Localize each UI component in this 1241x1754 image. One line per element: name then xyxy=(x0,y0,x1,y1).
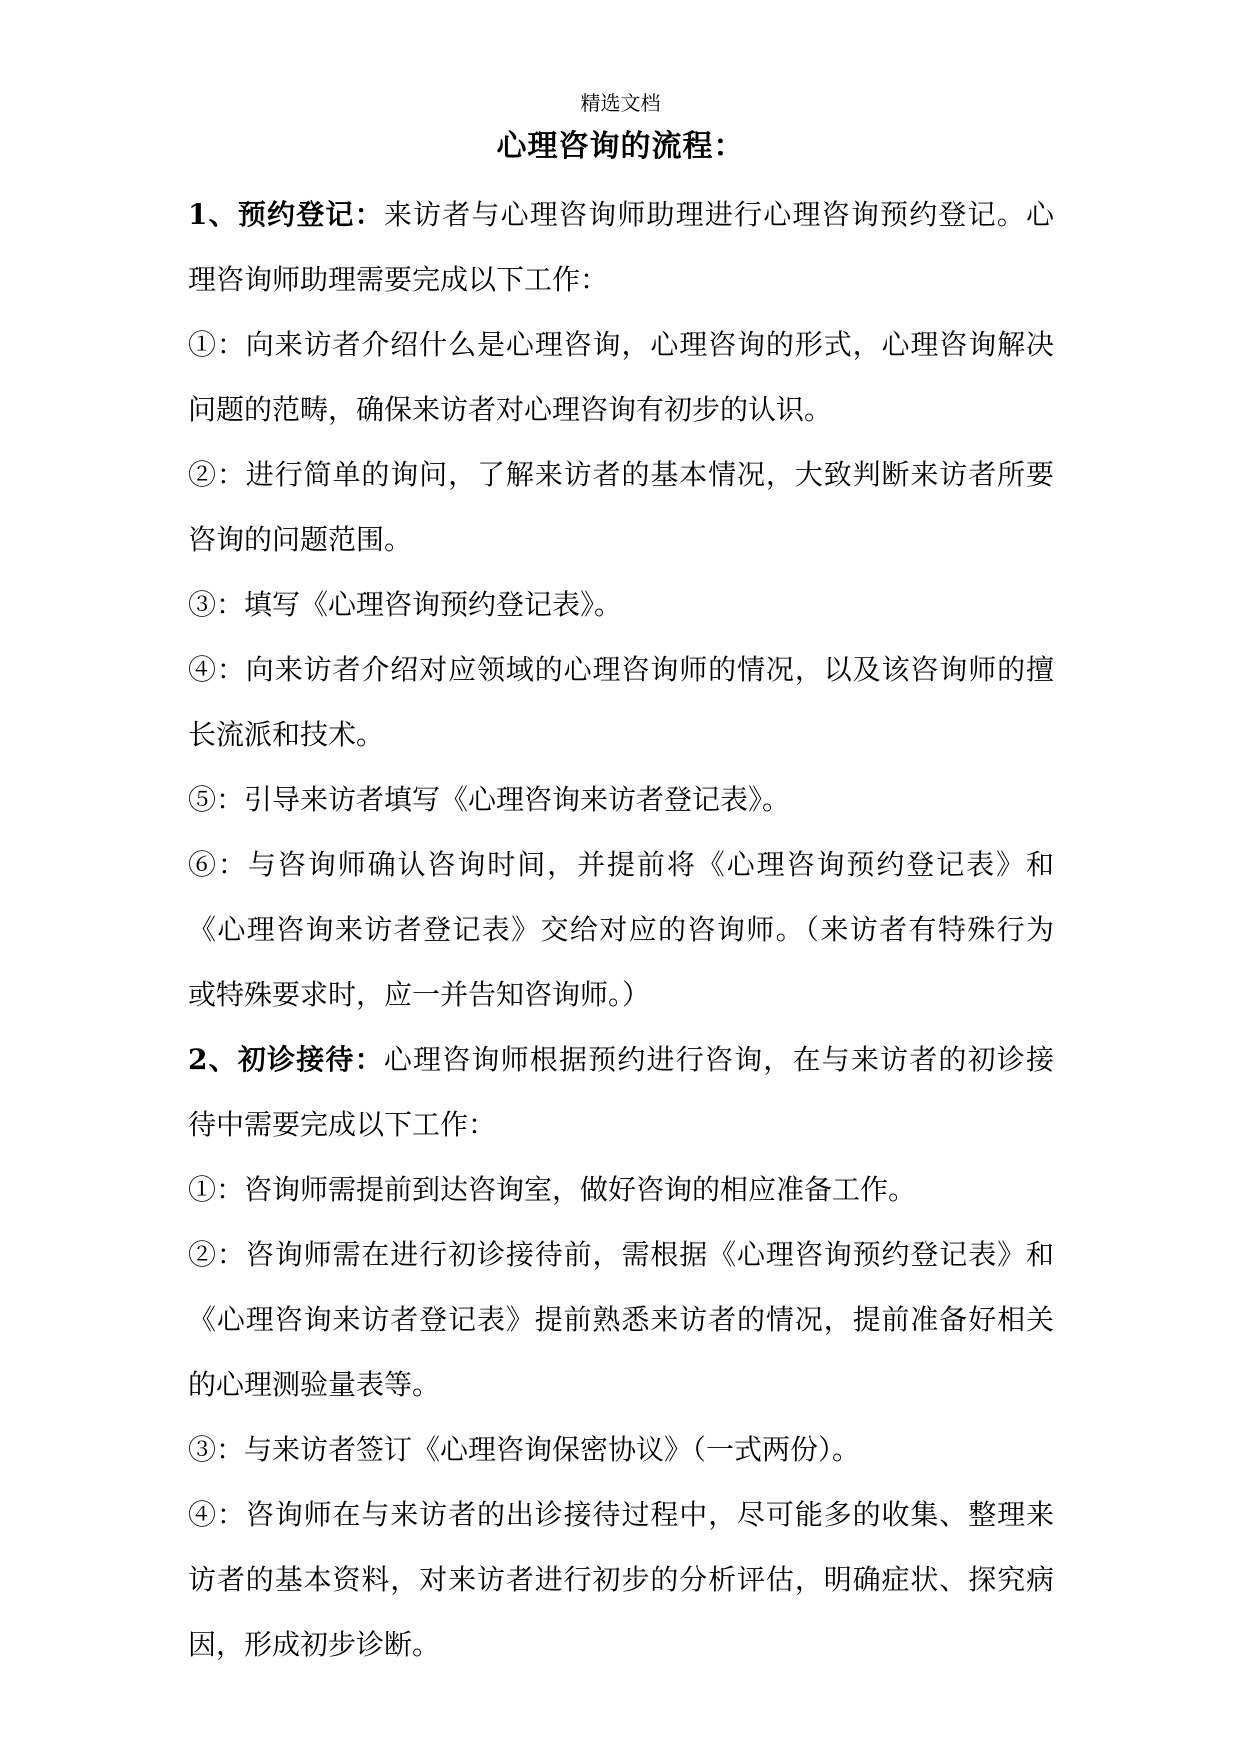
list-item xyxy=(188,1417,1054,1482)
list-item-line: ⑥：与咨询师确认咨询时间，并提前将《心理咨询预约登记表》和 xyxy=(188,848,1054,881)
list-item-line: 《心理咨询来访者登记表》提前熟悉来访者的情况，提前准备好相关 xyxy=(188,1303,1054,1336)
section-heading: 1、预约登记： xyxy=(188,198,384,231)
section-intro xyxy=(188,182,1054,312)
list-item xyxy=(188,1157,1054,1222)
list-item xyxy=(188,1482,1054,1677)
paragraph-line: 待中需要完成以下工作： xyxy=(188,1108,497,1141)
list-item-line: ④：向来访者介绍对应领域的心理咨询师的情况，以及该咨询师的擅 xyxy=(188,653,1054,686)
list-item-line: ③：填写《心理咨询预约登记表》。 xyxy=(188,588,623,621)
list-item xyxy=(188,312,1054,442)
list-item xyxy=(188,572,1054,637)
document-body xyxy=(188,182,1054,1677)
section-initial-consultation xyxy=(188,1027,1054,1677)
list-item xyxy=(188,1222,1054,1417)
list-item-line: ②：咨询师需在进行初诊接待前，需根据《心理咨询预约登记表》和 xyxy=(188,1238,1054,1271)
section-appointment-registration xyxy=(188,182,1054,1027)
list-item-line: ③：与来访者签订《心理咨询保密协议》（一式两份）。 xyxy=(188,1433,861,1466)
section-intro xyxy=(188,1027,1054,1157)
section-intro-text: 心理咨询师根据预约进行咨询，在与来访者的初诊接 xyxy=(383,1043,1054,1076)
list-item-line: 或特殊要求时，应一并告知咨询师。） xyxy=(188,978,651,1011)
list-item-line: 访者的基本资料，对来访者进行初步的分析评估，明确症状、探究病 xyxy=(188,1563,1054,1596)
list-item xyxy=(188,637,1054,767)
list-item-line: ④：咨询师在与来访者的出诊接待过程中，尽可能多的收集、整理来 xyxy=(188,1498,1054,1531)
list-item xyxy=(188,832,1054,1027)
page-header-label: 精选文档 xyxy=(580,91,661,115)
list-item-line: 《心理咨询来访者登记表》交给对应的咨询师。（来访者有特殊行为 xyxy=(188,913,1054,946)
list-item-line: ①：咨询师需提前到达咨询室，做好咨询的相应准备工作。 xyxy=(188,1173,917,1206)
list-item-line: ②：进行简单的询问，了解来访者的基本情况，大致判断来访者所要 xyxy=(188,458,1054,491)
list-item xyxy=(188,767,1054,832)
list-item-line: ①：向来访者介绍什么是心理咨询，心理咨询的形式，心理咨询解决 xyxy=(188,328,1054,361)
list-item xyxy=(188,442,1054,572)
paragraph-line: 理咨询师助理需要完成以下工作： xyxy=(188,263,609,296)
list-item-line: 咨询的问题范围。 xyxy=(188,523,413,556)
section-intro-text: 来访者与心理咨询师助理进行心理咨询预约登记。心 xyxy=(383,198,1054,231)
list-item-line: ⑤：引导来访者填写《心理咨询来访者登记表》。 xyxy=(188,783,791,816)
list-item-line: 的心理测验量表等。 xyxy=(188,1368,441,1401)
list-item-line: 因，形成初步诊断。 xyxy=(188,1628,441,1661)
document-title: 心理咨询的流程： xyxy=(496,129,745,164)
paragraph-line xyxy=(188,182,1054,247)
paragraph-line xyxy=(188,1027,1054,1092)
section-heading: 2、初诊接待： xyxy=(188,1043,384,1076)
list-item-line: 长流派和技术。 xyxy=(188,718,385,751)
list-item-line: 问题的范畴，确保来访者对心理咨询有初步的认识。 xyxy=(188,393,833,426)
